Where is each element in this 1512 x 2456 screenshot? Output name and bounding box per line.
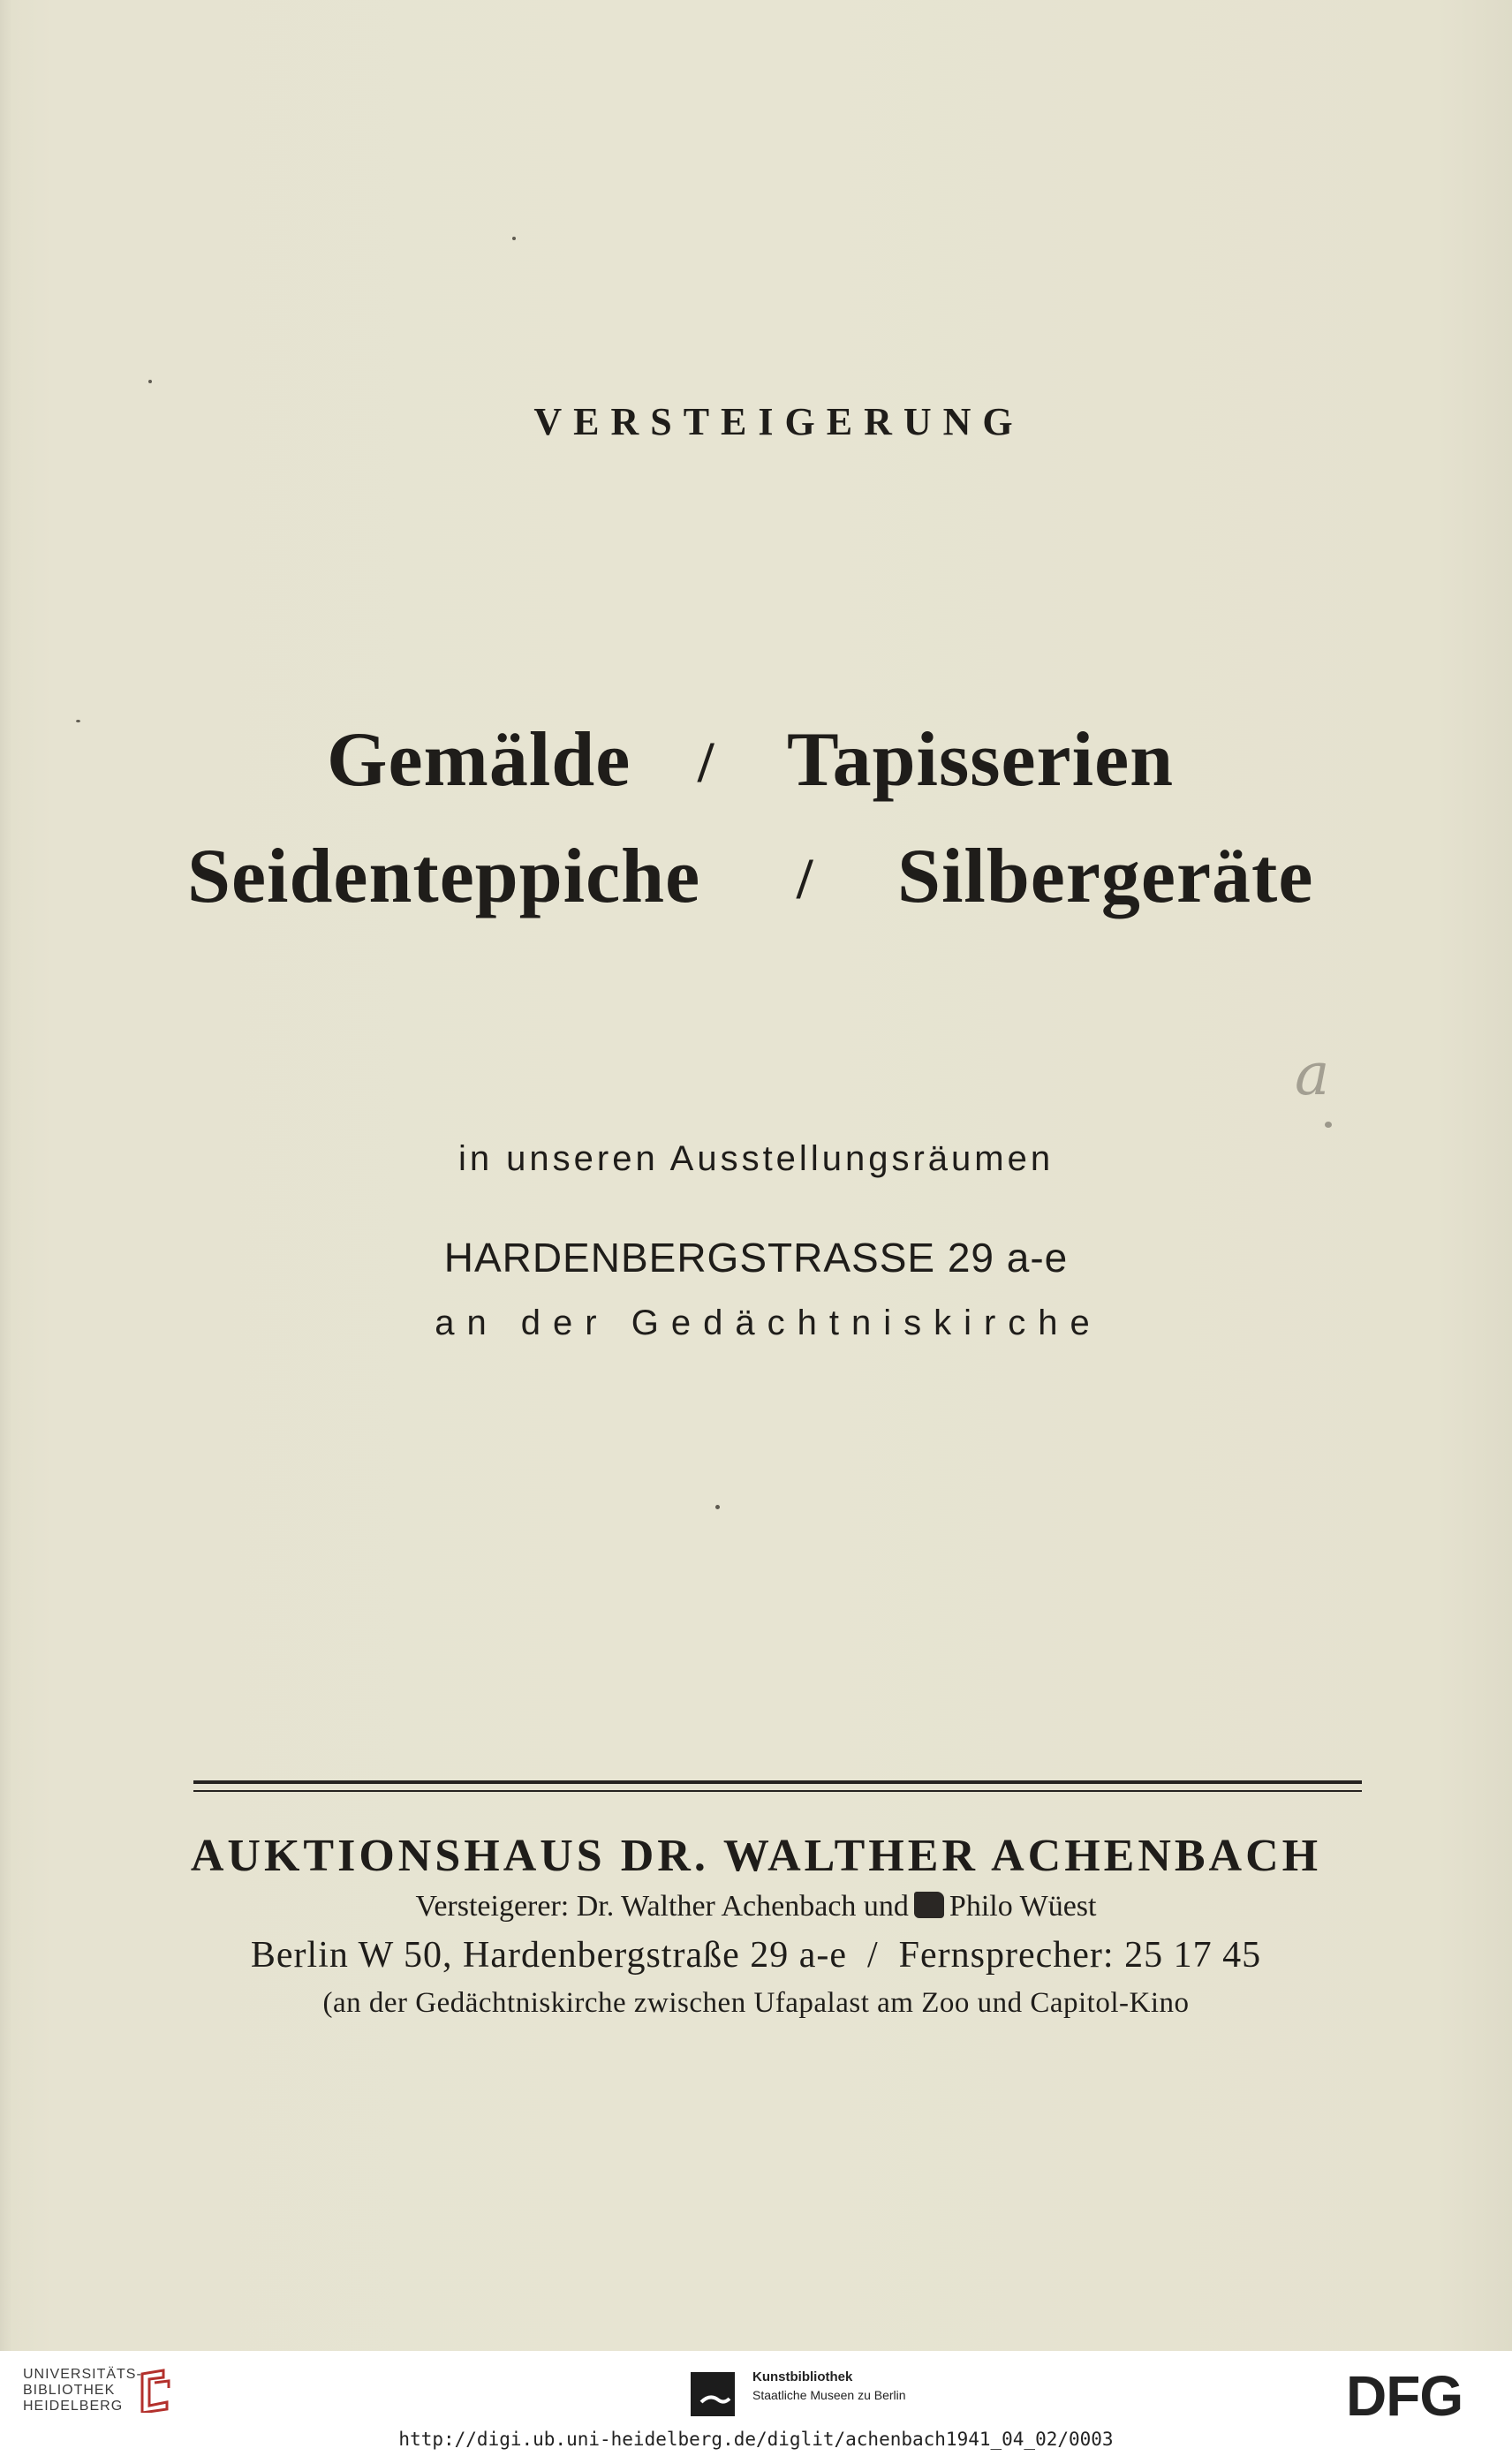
auction-house-name: AUKTIONSHAUS DR. WALTHER ACHENBACH (190, 1831, 1322, 1881)
title-tapisserien: Tapisserien (787, 717, 1175, 803)
university-seal-icon (137, 2367, 176, 2413)
directions-line: (an der Gedächtniskirche zwischen Ufapalast am Zoo und Capitol-Kino (322, 1987, 1190, 2019)
location-line-3: an der Gedächtniskirche (435, 1304, 1102, 1342)
title-separator: / (698, 730, 715, 795)
paper-speck (76, 720, 80, 722)
auctioneer-suffix: Philo Wüest (949, 1890, 1097, 1923)
divider-rule (193, 1790, 1362, 1792)
heading: VERSTEIGERUNG (533, 400, 1024, 443)
source-url-link[interactable]: http://digi.ub.uni-heidelberg.de/diglit/achenbach1941_04_02/0003 (398, 2429, 1114, 2450)
dfg-logo: DFG (1346, 2364, 1463, 2428)
title-silbergeraete: Silbergeräte (897, 834, 1314, 919)
ink-blot (914, 1892, 944, 1918)
kb-name: Kunstbibliothek (752, 2369, 853, 2384)
title-seidenteppiche: Seidenteppiche (187, 834, 701, 919)
uni-line-3: HEIDELBERG (23, 2399, 124, 2414)
paper-speck (715, 1505, 720, 1509)
paper-speck (512, 237, 516, 240)
auctioneer-prefix: Versteigerer: Dr. Walther Achenbach und (415, 1890, 909, 1923)
uni-line-1: UNIVERSITÄTS- (23, 2367, 142, 2382)
address-line: Berlin W 50, Hardenbergstraße 29 a-e / Fernsprecher: 25 17 45 (250, 1935, 1262, 1976)
kunstbibliothek-label (752, 2369, 906, 2404)
title-gemaelde: Gemälde (327, 717, 631, 803)
paper-speck (148, 380, 152, 383)
location-street: HARDENBERGSTRASSE 29 a-e (443, 1235, 1069, 1281)
university-library-logo (23, 2367, 142, 2414)
auctioneer-line (0, 1890, 1512, 1923)
uni-line-2: BIBLIOTHEK (23, 2383, 116, 2398)
footer-bar (0, 2351, 1512, 2456)
handwritten-mark: a (1295, 1040, 1330, 1108)
kunstbibliothek-logo-icon (691, 2372, 735, 2416)
divider-rule (193, 1780, 1362, 1784)
kb-subtitle: Staatliche Museen zu Berlin (752, 2388, 906, 2402)
paper-speck (1325, 1122, 1332, 1128)
title-separator: / (797, 847, 814, 911)
location-line-1: in unseren Ausstellungsräumen (457, 1139, 1055, 1178)
